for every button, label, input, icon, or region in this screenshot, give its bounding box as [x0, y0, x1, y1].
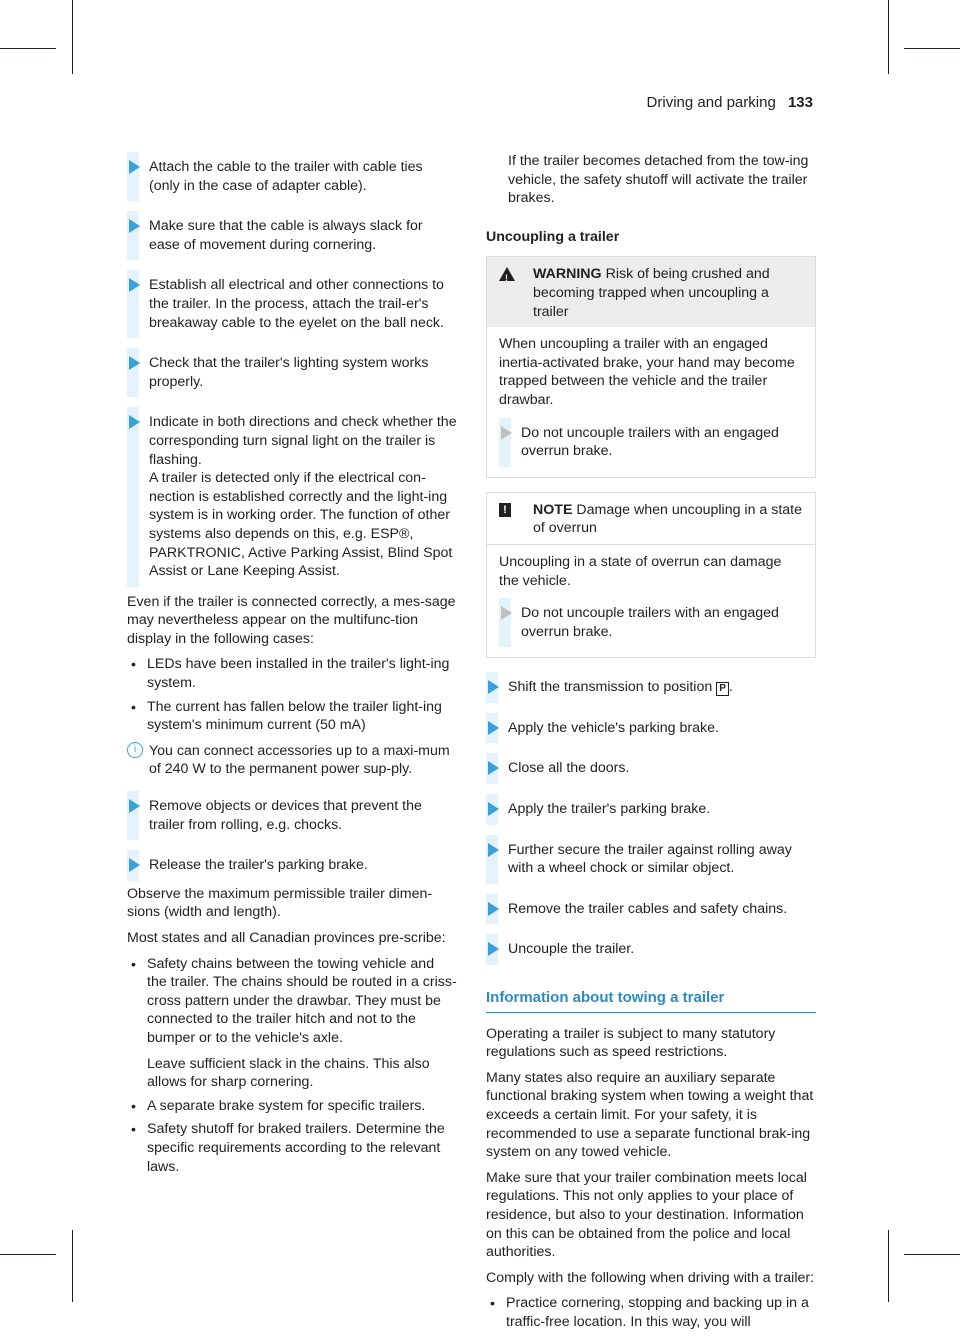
crop-mark — [888, 0, 889, 74]
step-arrow-icon — [488, 721, 499, 735]
step-arrow-icon — [129, 858, 140, 872]
crop-mark — [72, 0, 73, 74]
info-note: i You can connect accessories up to a maxi-mum of 240 W to the permanent power sup-ply. — [127, 742, 457, 779]
step: Apply the trailer's parking brake. — [486, 794, 816, 825]
step-arrow-icon — [501, 426, 512, 440]
paragraph: Many states also require an auxiliary separate functional braking system when towing a weight that exceeds a certain limit. For your safety, it is recommended to use a separate functional brak-ing system on any towed vehicle. — [486, 1069, 814, 1161]
step-arrow-icon — [488, 902, 499, 916]
step: Remove the trailer cables and safety chains. — [486, 894, 816, 925]
step-continuation: If the trailer becomes detached from the tow-ing vehicle, the safety shutoff will activate the trailer brakes. — [508, 153, 809, 207]
step-arrow-icon — [488, 761, 499, 775]
step: Indicate in both directions and check whether the corresponding turn signal light on the trailer is flashing. A trailer is detected only if the electrical con-nection is established correctly and the light-ing system is in working order. The function of other systems also depends on this, e.g. ESP®, PARKTRONIC, Active Parking Assist, Blind Spot Assist or Lane Keeping Assist. — [127, 407, 457, 586]
step-arrow-icon — [129, 219, 140, 233]
paragraph: Most states and all Canadian provinces pre-scribe: — [127, 930, 446, 946]
warning-body: When uncoupling a trailer with an engaged inertia-activated brake, your hand may become trapped between the vehicle and the trailer drawbar. Do not uncouple trailers with an engaged overrun brake. — [487, 327, 815, 477]
step: Make sure that the cable is always slack for ease of movement during cornering. — [127, 211, 457, 260]
step: Establish all electrical and other connections to the trailer. In the process, attach the trail-er's breakaway cable to the eyelet on the ball neck. — [127, 270, 457, 338]
bullet-list — [486, 1294, 816, 1331]
bullet-list — [127, 955, 457, 1177]
warning-box — [486, 256, 816, 477]
paragraph: Observe the maximum permissible trailer dimen-sions (width and length). — [127, 885, 433, 921]
step-arrow-icon — [129, 356, 140, 370]
paragraph: Operating a trailer is subject to many statutory regulations such as speed restrictions. — [486, 1025, 776, 1061]
step-arrow-icon — [129, 415, 140, 429]
paragraph: Even if the trailer is connected correctly, a mes-sage may nevertheless appear on the multifunc-tion display in the following cases: — [127, 593, 456, 647]
step: Remove objects or devices that prevent the trailer from rolling, e.g. chocks. — [127, 791, 457, 840]
notice-header: ! NOTE Damage when uncoupling in a state of overrun — [487, 493, 815, 544]
step: Attach the cable to the trailer with cable ties (only in the case of adapter cable). — [127, 152, 457, 201]
section-title: Information about towing a trailer — [486, 989, 816, 1013]
list-item: • Safety chains between the towing vehicle and the trailer. The chains should be routed in a criss-cross pattern under the drawbar. They must be connected to the trailer hitch and not to the bumper or to the vehicle's axle. Leave sufficient slack in the chains. This also allows for sharp cornering. — [131, 955, 457, 1091]
crop-mark — [0, 1254, 56, 1255]
subheading: Uncoupling a trailer — [486, 228, 620, 245]
step: Check that the trailer's lighting system works properly. — [127, 348, 457, 397]
step: Release the trailer's parking brake. — [127, 850, 457, 881]
step-arrow-icon — [129, 278, 140, 292]
list-item: • Safety shutoff for braked trailers. Determine the specific requirements according to the relevant laws. — [131, 1121, 445, 1175]
step: Shift the transmission to position P . — [486, 672, 816, 703]
step-arrow-icon — [488, 942, 499, 956]
crop-mark — [904, 48, 960, 49]
crop-mark — [888, 1230, 889, 1302]
notice-box — [486, 492, 816, 659]
list-item: • Practice cornering, stopping and backing up in a traffic-free location. In this way, you will — [490, 1295, 809, 1330]
paragraph: Comply with the following when driving with a trailer: — [486, 1269, 815, 1286]
step: Uncouple the trailer. — [486, 934, 816, 965]
step-arrow-icon — [129, 799, 140, 813]
page-number: 133 — [787, 94, 813, 111]
notice-icon: ! — [499, 503, 511, 517]
crop-mark — [0, 48, 56, 49]
step: Apply the vehicle's parking brake. — [486, 713, 816, 744]
header-section: Driving and parking — [646, 94, 776, 111]
running-header — [647, 94, 813, 111]
list-item: • LEDs have been installed in the trailer's light-ing system. — [131, 656, 450, 692]
step-arrow-icon — [129, 160, 140, 174]
left-column — [127, 152, 457, 1183]
list-item: • The current has fallen below the trailer light-ing system's minimum current (50 mA) — [131, 698, 442, 734]
step: Do not uncouple trailers with an engaged overrun brake. — [499, 418, 803, 467]
step-arrow-icon — [488, 802, 499, 816]
step-result: A trailer is detected only if the electrical con-nection is established correctly and the light-ing system is in working order. The function of other systems also depends on this, e.g. ESP®, PARKTRONIC, Active Parking Assist, Blind Spot Assist or Lane Keeping Assist. — [149, 470, 453, 580]
list-item: • A separate brake system for specific trailers. — [131, 1097, 426, 1115]
paragraph: Make sure that your trailer combination meets local regulations. This not only applies to your place of residence, but also to your destination. Information on this can be obtained from the police and local authorities. — [486, 1169, 807, 1261]
right-column — [486, 152, 816, 1339]
info-icon: i — [127, 742, 143, 758]
notice-body: Uncoupling in a state of overrun can damage the vehicle. Do not uncouple trailers with an engaged overrun brake. — [487, 544, 815, 657]
step-arrow-icon — [488, 843, 499, 857]
gear-p-icon: P — [716, 682, 729, 696]
crop-mark — [72, 1230, 73, 1302]
bullet-list — [127, 655, 457, 734]
crop-mark — [904, 1254, 960, 1255]
step-arrow-icon — [488, 680, 499, 694]
step: Further secure the trailer against rolling away with a wheel chock or similar object. — [486, 835, 816, 884]
step-arrow-icon — [501, 606, 512, 620]
warning-header: ! WARNING Risk of being crushed and becoming trapped when uncoupling a trailer — [487, 257, 815, 327]
step: Close all the doors. — [486, 753, 816, 784]
step: Do not uncouple trailers with an engaged overrun brake. — [499, 598, 803, 647]
warning-icon — [499, 267, 515, 281]
